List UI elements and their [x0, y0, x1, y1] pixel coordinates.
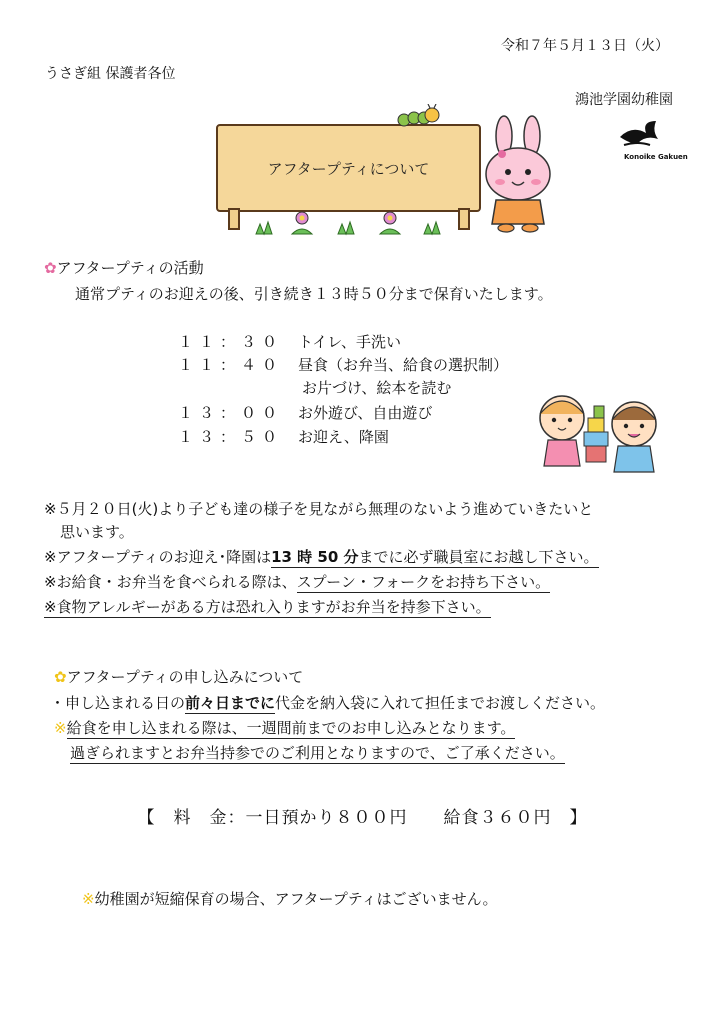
note-mark: ※: [54, 719, 67, 737]
application-heading: [54, 666, 303, 688]
schedule-time: １３：００: [178, 404, 284, 422]
activity-heading-text: アフタープティの活動: [56, 259, 204, 277]
rabbit-illustration-icon: [478, 114, 558, 234]
footer-note-text: 幼稚園が短縮保育の場合、アフタープティはございません。: [94, 890, 498, 908]
application-line-2: [54, 717, 515, 739]
note-3-pre: ※お給食・お弁当を食べられる際は、: [44, 573, 297, 591]
caterpillar-icon: [396, 104, 442, 128]
note-2-time: 13 時 50 分: [271, 548, 359, 566]
note-3-underlined: スプーン・フォークをお持ち下さい。: [296, 573, 551, 591]
schedule-activity: トイレ、手洗い: [298, 333, 402, 351]
application-line-2-text: 給食を申し込まれる際は、一週間前までのお申し込みとなります。: [66, 719, 516, 737]
note-1-line-2: 思います。: [60, 523, 134, 541]
board-leg-left: [228, 208, 240, 230]
schedule-activity: お迎え、降園: [298, 428, 389, 446]
note-1-line-1: ※５月２０日(火)より子ども達の様子を見ながら無理のないよう進めていきたいと: [44, 500, 594, 518]
activity-heading: [44, 257, 204, 279]
document-date: 令和７年５月１３日（火）: [501, 38, 669, 54]
logo-text: Konoike Gakuen: [624, 153, 688, 161]
note-mark: ※: [82, 890, 95, 908]
schedule-time: １１：３０: [178, 333, 284, 351]
schedule-time: １３：５０: [178, 428, 284, 446]
board-leg-right: [458, 208, 470, 230]
recipient: うさぎ組 保護者各位: [45, 66, 176, 82]
note-2: [44, 546, 599, 568]
activity-intro: 通常プティのお迎えの後、引き続き１３時５０分まで保育いたします。: [75, 285, 553, 303]
application-line-3: [70, 742, 565, 764]
signboard: [216, 124, 481, 212]
application-line-3-text: 過ぎられますとお弁当持参でのご利用となりますので、ご了承ください。: [70, 744, 565, 762]
schedule-activity: お片づけ、絵本を読む: [302, 379, 452, 397]
application-line-1-pre: ・申し込まれる日の: [50, 694, 186, 712]
flowers-grass-icon: [250, 210, 450, 236]
application-line-1-post: 代金を納入袋に入れて担任までお渡しください。: [275, 694, 606, 712]
schedule-time: １１：４０: [178, 356, 284, 374]
flower-bullet-icon: ✿: [54, 668, 67, 686]
application-heading-text: アフタープティの申し込みについて: [66, 668, 304, 686]
children-blocks-illustration-icon: [532, 388, 664, 476]
note-4: [44, 596, 491, 618]
note-2-pre: ※アフタープティのお迎え･降園は: [44, 548, 272, 566]
schedule-activity: 昼食（お弁当、給食の選択制）: [298, 356, 509, 374]
fee-line: 【 料 金：一日預かり８００円 給食３６０円 】: [137, 808, 588, 828]
footer-note: [82, 888, 497, 910]
board-title: アフタープティについて: [267, 160, 430, 178]
note-3: [44, 571, 550, 593]
note-4-text: ※食物アレルギーがある方は恐れ入りますがお弁当を持参下さい。: [44, 598, 491, 616]
application-line-1: [50, 692, 605, 714]
note-2-post: までに必ず職員室にお越し下さい。: [358, 548, 599, 566]
school-name: 鴻池学園幼稚園: [575, 92, 673, 108]
schedule-activity: お外遊び、自由遊び: [298, 404, 433, 422]
school-logo: [612, 115, 688, 165]
flower-bullet-icon: ✿: [44, 259, 57, 277]
application-deadline: 前々日までに: [185, 694, 276, 712]
